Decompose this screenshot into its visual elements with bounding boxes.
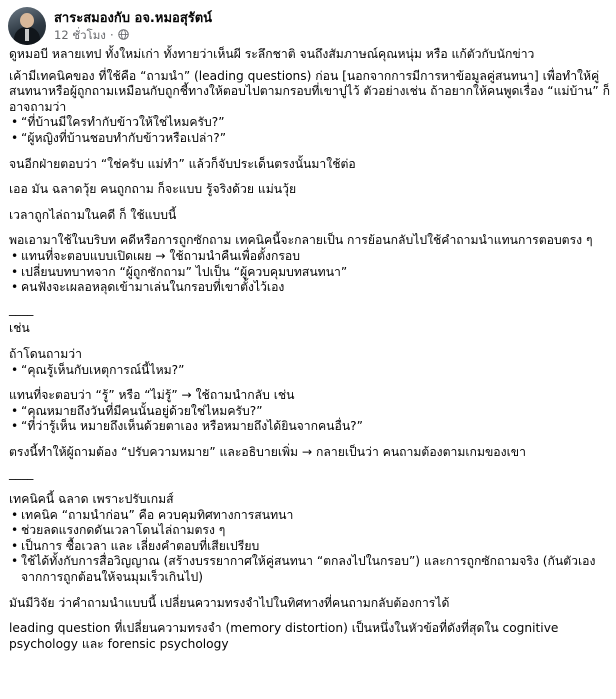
paragraph: มันมีวิจัย ว่าคำถามนำแบบนี้ เปลี่ยนความทรงจำไปในทิศทางที่คนถามกลับต้องการได้	[9, 595, 450, 610]
post-header	[8, 6, 212, 46]
question-list	[9, 363, 610, 379]
paragraph: แทนที่จะตอบว่า “รู้” หรือ “ไม่รู้” → ใช้ถามนำกลับ เช่น	[9, 388, 295, 403]
list-item: • แทนที่จะตอบแบบเปิดเผย → ใช้ถามนำคืนเพื่อตั้งกรอบ	[9, 249, 610, 265]
avatar[interactable]	[8, 7, 46, 45]
list-item: • “ผู้หญิงที่บ้านชอบทำกับข้าวหรือเปล่า?”	[9, 131, 610, 147]
paragraph: ถ้าโดนถามว่า	[9, 346, 82, 361]
list-item: • คนฟังจะเผลอหลุดเข้ามาเล่นในกรอบที่เขาตั้งไว้เอง	[9, 280, 610, 296]
meta-separator: ·	[109, 27, 114, 42]
question-examples-list	[9, 115, 610, 146]
paragraph: พอเอามาใช้ในบริบท คดีหรือการถูกซักถาม เทคนิคนี้จะกลายเป็น การย้อนกลับไปใช้คำถามนำแทนการตอบตรง ๆ	[9, 233, 593, 248]
paragraph: เช่น	[9, 321, 30, 336]
paragraph: leading question ที่เปลี่ยนความทรงจำ (memory distortion) เป็นหนึ่งในหัวข้อที่ดังที่สุดใน cognitive psychology และ forensic psychology	[9, 621, 559, 651]
paragraph: ดูหมอบี หลายเทป ทั้งใหม่เก่า ทั้งทายว่าเห็นผี ระลึกชาติ จนถึงสัมภาษณ์คุณหนุ่ม หรือ แก้ตัวกับนักข่าว	[9, 47, 535, 61]
list-item: • เทคนิค “ถามนำก่อน” คือ ควบคุมทิศทางการสนทนา	[9, 508, 610, 524]
author-name[interactable]: สาระสมองกับ อจ.หมอสุรัตน์	[54, 10, 213, 26]
paragraph: เวลาถูกไล่ถามในคดี ก็ ใช้แบบนี้	[9, 207, 177, 222]
divider: ____	[9, 301, 34, 316]
paragraph: จนอีกฝ่ายตอบว่า “ใช่ครับ แม่ทำ” แล้วก็จับประเด็นตรงนั้นมาใช้ต่อ	[9, 156, 356, 171]
paragraph: เค้ามีเทคนิคของ ที่ใช้คือ “ถามนำ” (leading questions) ก่อน [นอกจากการมีการหาข้อมูลคู่สนทนา] เพื่อทำให้คู่สนทนาหรือผู้ถูกถามเหมือนกับถูกชี้ทางให้ตอบไปตามกรอบที่เขาปูไว้ ตัวอย่างเช่น ถ้าอยากให้คนพูดเรื่อง “แม่บ้าน” ก็อาจถามว่า	[9, 68, 610, 114]
post-time-row	[54, 27, 212, 43]
paragraph: เทคนิคนี้ ฉลาด เพราะปรับเกมส์	[9, 492, 174, 507]
summary-list	[9, 508, 610, 586]
list-item: • ใช้ได้ทั้งกับการสื่อวิญญาณ (สร้างบรรยากาศให้คู่สนทนา “ตกลงไปในกรอบ”) และการถูกซักถามจริง (กันตัวเองจากการถูกต้อนให้จนมุมเร็วเกินไป)	[9, 554, 610, 585]
paragraph: เออ มัน ฉลาดวุ้ย คนถูกถาม ก็จะแบบ รู้จริงด้วย แม่นวุ้ย	[9, 182, 297, 197]
post-meta	[54, 10, 212, 43]
list-item: • ช่วยลดแรงกดดันเวลาโดนไล่ถามตรง ๆ	[9, 523, 610, 539]
list-item: • เปลี่ยนบทบาทจาก “ผู้ถูกซักถาม” ไปเป็น “ผู้ควบคุมบทสนทนา”	[9, 265, 610, 281]
list-item: • เป็นการ ซื้อเวลา และ เลี่ยงคำตอบที่เสียเปรียบ	[9, 539, 610, 555]
post-timestamp[interactable]: 12 ชั่วโมง	[54, 27, 106, 42]
list-item: • “คุณรู้เห็นกับเหตุการณ์นี้ไหม?”	[9, 363, 610, 379]
paragraph: ตรงนี้ทำให้ผู้ถามต้อง “ปรับความหมาย” และอธิบายเพิ่ม → กลายเป็นว่า คนถามต้องตามเกมของเขา	[9, 444, 526, 459]
globe-icon[interactable]	[118, 29, 129, 40]
counter-question-list	[9, 404, 610, 435]
list-item: • “ที่ว่ารู้เห็น หมายถึงเห็นด้วยตาเอง หรือหมายถึงได้ยินจากคนอื่น?”	[9, 419, 610, 435]
list-item: • “คุณหมายถึงวันที่มีคนนั้นอยู่ด้วยใช่ไหมครับ?”	[9, 404, 610, 420]
technique-list	[9, 249, 610, 296]
divider: ____	[9, 466, 34, 481]
list-item: • “ที่บ้านมีใครทำกับข้าวให้ใช่ไหมครับ?”	[9, 115, 610, 131]
post-body	[9, 47, 610, 652]
